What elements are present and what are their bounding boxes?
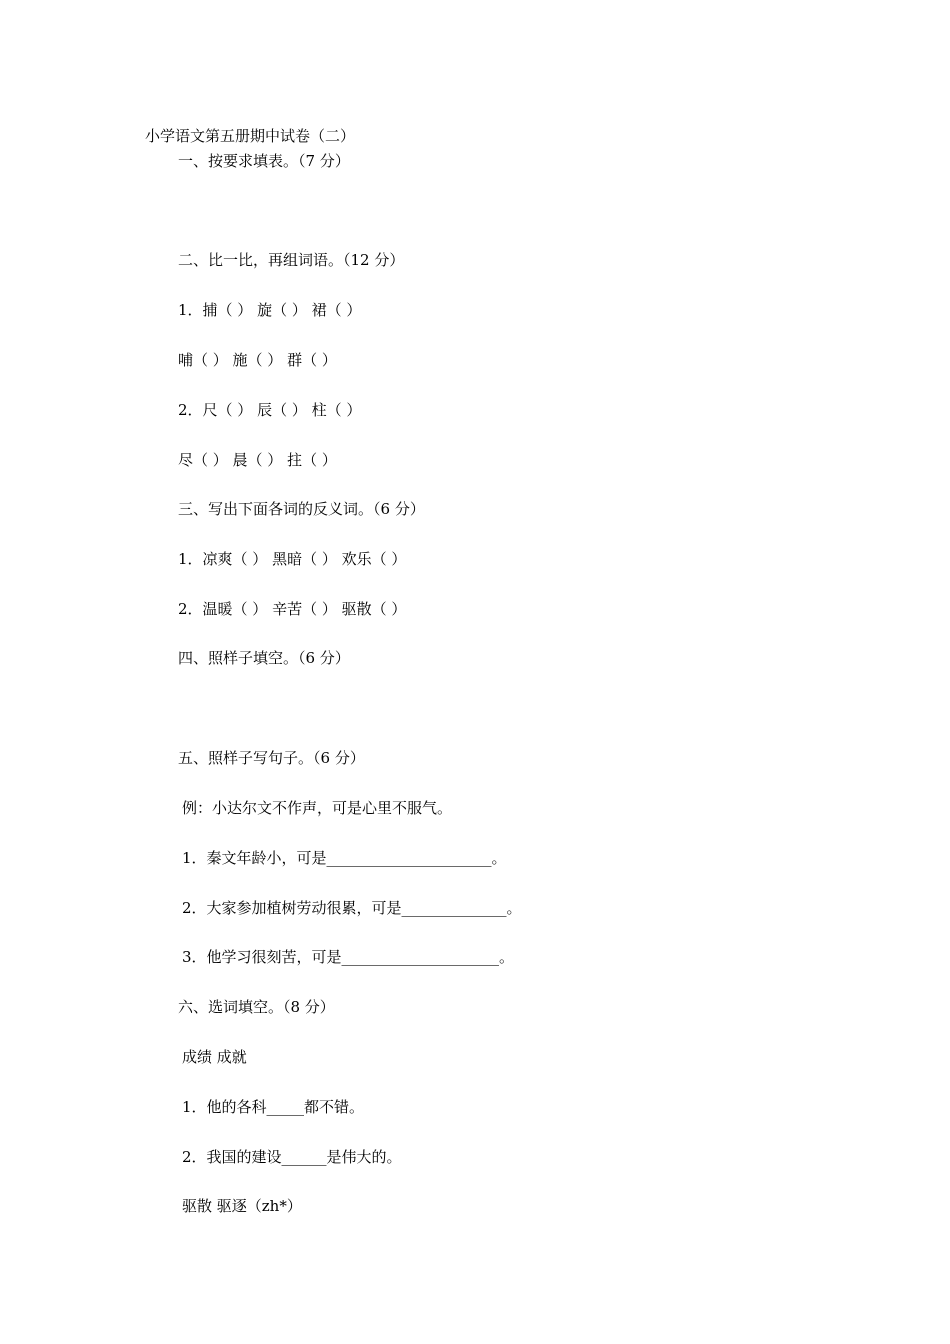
section-5-line: 1．秦文年龄小，可是______________________。	[182, 849, 507, 867]
section-6-word-choices: 驱散 驱逐（zh*）	[182, 1197, 302, 1215]
section-2-line: 2．尺（ ） 辰（ ） 柱（ ）	[178, 401, 362, 419]
section-5-line: 3．他学习很刻苦，可是_____________________。	[182, 948, 515, 966]
section-2-line: 哺（ ） 施（ ） 群（ ）	[178, 351, 337, 369]
document-title: 小学语文第五册期中试卷（二）	[145, 127, 356, 145]
section-5-example: 例：小达尔文不作声，可是心里不服气。	[182, 799, 453, 817]
section-5-line: 2．大家参加植树劳动很累，可是______________。	[182, 899, 522, 917]
section-2-line: 尽（ ） 晨（ ） 拄（ ）	[178, 451, 337, 469]
section-4-heading: 四、照样子填空。（6 分）	[178, 649, 350, 667]
section-5-heading: 五、照样子写句子。（6 分）	[178, 749, 365, 767]
section-3-line: 1．凉爽（ ） 黑暗（ ） 欢乐（ ）	[178, 550, 407, 568]
section-2-heading: 二、比一比，再组词语。（12 分）	[178, 251, 405, 269]
section-3-heading: 三、写出下面各词的反义词。（6 分）	[178, 500, 425, 518]
section-3-line: 2．温暖（ ） 辛苦（ ） 驱散（ ）	[178, 600, 407, 618]
section-1-heading: 一、按要求填表。（7 分）	[178, 152, 350, 170]
section-2-line: 1．捕（ ） 旋（ ） 裙（ ）	[178, 301, 362, 319]
section-6-line: 1．他的各科_____都不错。	[182, 1098, 365, 1116]
section-6-heading: 六、选词填空。（8 分）	[178, 998, 335, 1016]
section-6-line: 2．我国的建设______是伟大的。	[182, 1148, 402, 1166]
section-6-word-choices: 成绩 成就	[182, 1048, 247, 1066]
